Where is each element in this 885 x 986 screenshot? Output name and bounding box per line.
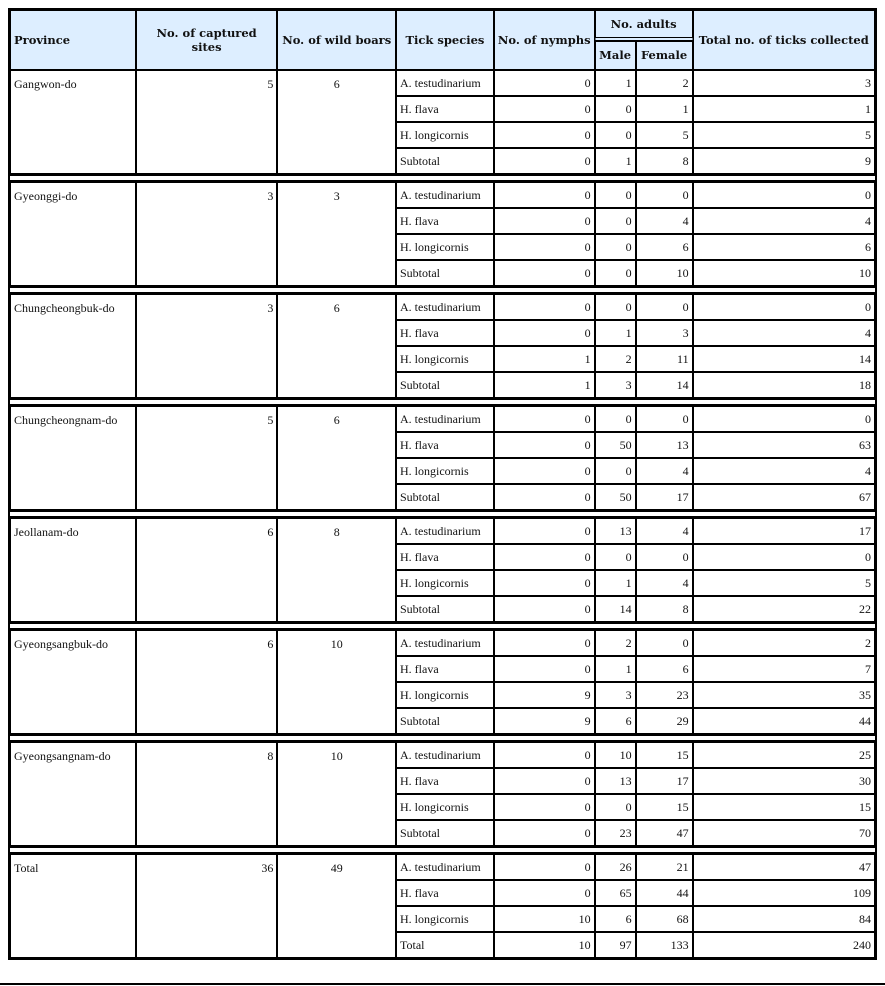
male-cell: 0	[595, 794, 636, 820]
separator-cell	[10, 846, 875, 854]
wild-boars-cell: 49	[277, 854, 396, 958]
female-cell: 0	[636, 182, 693, 208]
male-cell: 1	[595, 70, 636, 96]
nymphs-cell: 9	[494, 708, 595, 734]
header-nymphs: No. of nymphs	[494, 10, 595, 70]
tick-species-cell: H. flava	[396, 656, 494, 682]
total-cell: 6	[693, 234, 875, 260]
male-cell: 0	[595, 544, 636, 570]
wild-boars-cell: 3	[277, 182, 396, 286]
province-cell: Gyeongsangbuk-do	[10, 630, 136, 734]
group-separator	[10, 398, 875, 406]
tick-species-cell: H. longicornis	[396, 794, 494, 820]
header-male: Male	[595, 41, 636, 70]
male-cell: 2	[595, 346, 636, 372]
wild-boars-cell: 6	[277, 294, 396, 398]
tick-species-cell: A. testudinarium	[396, 70, 494, 96]
male-cell: 0	[595, 260, 636, 286]
female-cell: 17	[636, 484, 693, 510]
tick-species-cell: A. testudinarium	[396, 854, 494, 880]
tick-species-cell: H. flava	[396, 544, 494, 570]
group-separator	[10, 286, 875, 294]
total-cell: 4	[693, 458, 875, 484]
province-cell: Chungcheongbuk-do	[10, 294, 136, 398]
tick-species-cell: H. longicornis	[396, 122, 494, 148]
header-captured-sites: No. of captured sites	[136, 10, 278, 70]
tick-species-cell: H. flava	[396, 96, 494, 122]
male-cell: 1	[595, 570, 636, 596]
female-cell: 4	[636, 570, 693, 596]
female-cell: 13	[636, 432, 693, 458]
separator-cell	[10, 510, 875, 518]
tick-species-cell: H. flava	[396, 432, 494, 458]
province-cell: Jeollanam-do	[10, 518, 136, 622]
total-cell: 25	[693, 742, 875, 768]
female-cell: 6	[636, 234, 693, 260]
nymphs-cell: 0	[494, 70, 595, 96]
female-cell: 21	[636, 854, 693, 880]
female-cell: 6	[636, 656, 693, 682]
province-cell: Gangwon-do	[10, 70, 136, 174]
male-cell: 13	[595, 518, 636, 544]
captured-sites-cell: 3	[136, 182, 278, 286]
table-row	[10, 742, 875, 768]
female-cell: 8	[636, 148, 693, 174]
nymphs-cell: 0	[494, 570, 595, 596]
total-cell: 7	[693, 656, 875, 682]
group-separator	[10, 622, 875, 630]
male-cell: 1	[595, 656, 636, 682]
nymphs-cell: 0	[494, 854, 595, 880]
female-cell: 0	[636, 544, 693, 570]
total-cell: 14	[693, 346, 875, 372]
female-cell: 15	[636, 794, 693, 820]
female-cell: 2	[636, 70, 693, 96]
nymphs-cell: 0	[494, 656, 595, 682]
total-cell: 9	[693, 148, 875, 174]
total-cell: 67	[693, 484, 875, 510]
total-cell: 3	[693, 70, 875, 96]
header-female: Female	[636, 41, 693, 70]
total-cell: 0	[693, 544, 875, 570]
separator-cell	[10, 286, 875, 294]
header-adults: No. adults	[595, 10, 693, 41]
tick-species-cell: H. flava	[396, 768, 494, 794]
group-separator	[10, 510, 875, 518]
nymphs-cell: 0	[494, 432, 595, 458]
group-separator	[10, 174, 875, 182]
total-cell: 240	[693, 932, 875, 958]
total-cell: 4	[693, 208, 875, 234]
total-cell: 30	[693, 768, 875, 794]
female-cell: 11	[636, 346, 693, 372]
male-cell: 6	[595, 708, 636, 734]
nymphs-cell: 1	[494, 372, 595, 398]
total-cell: 70	[693, 820, 875, 846]
nymphs-cell: 0	[494, 320, 595, 346]
tick-species-cell: Total	[396, 932, 494, 958]
captured-sites-cell: 5	[136, 406, 278, 510]
province-cell: Gyeongsangnam-do	[10, 742, 136, 846]
tick-species-cell: H. flava	[396, 208, 494, 234]
total-cell: 63	[693, 432, 875, 458]
province-cell: Gyeonggi-do	[10, 182, 136, 286]
male-cell: 0	[595, 406, 636, 432]
tick-species-cell: H. longicornis	[396, 234, 494, 260]
male-cell: 0	[595, 294, 636, 320]
female-cell: 23	[636, 682, 693, 708]
table-body	[10, 70, 875, 958]
female-cell: 4	[636, 518, 693, 544]
tick-species-cell: H. longicornis	[396, 570, 494, 596]
total-cell: 0	[693, 182, 875, 208]
table-row	[10, 518, 875, 544]
nymphs-cell: 0	[494, 458, 595, 484]
female-cell: 14	[636, 372, 693, 398]
nymphs-cell: 0	[494, 596, 595, 622]
header-total: Total no. of ticks collected	[693, 10, 875, 70]
nymphs-cell: 1	[494, 346, 595, 372]
male-cell: 3	[595, 372, 636, 398]
male-cell: 0	[595, 208, 636, 234]
female-cell: 29	[636, 708, 693, 734]
tick-species-cell: A. testudinarium	[396, 182, 494, 208]
separator-cell	[10, 734, 875, 742]
nymphs-cell: 0	[494, 96, 595, 122]
female-cell: 10	[636, 260, 693, 286]
tick-species-cell: Subtotal	[396, 596, 494, 622]
nymphs-cell: 0	[494, 148, 595, 174]
male-cell: 0	[595, 458, 636, 484]
male-cell: 0	[595, 234, 636, 260]
male-cell: 50	[595, 432, 636, 458]
male-cell: 0	[595, 182, 636, 208]
total-cell: 10	[693, 260, 875, 286]
total-cell: 109	[693, 880, 875, 906]
captured-sites-cell: 6	[136, 518, 278, 622]
total-cell: 15	[693, 794, 875, 820]
total-cell: 1	[693, 96, 875, 122]
header-province: Province	[10, 10, 136, 70]
wild-boars-cell: 10	[277, 630, 396, 734]
total-cell: 44	[693, 708, 875, 734]
female-cell: 133	[636, 932, 693, 958]
wild-boars-cell: 6	[277, 406, 396, 510]
tick-species-cell: H. longicornis	[396, 458, 494, 484]
male-cell: 6	[595, 906, 636, 932]
female-cell: 17	[636, 768, 693, 794]
total-cell: 35	[693, 682, 875, 708]
female-cell: 3	[636, 320, 693, 346]
captured-sites-cell: 36	[136, 854, 278, 958]
total-cell: 47	[693, 854, 875, 880]
tick-species-cell: A. testudinarium	[396, 294, 494, 320]
tick-species-cell: Subtotal	[396, 708, 494, 734]
header-tick-species: Tick species	[396, 10, 494, 70]
female-cell: 8	[636, 596, 693, 622]
nymphs-cell: 0	[494, 630, 595, 656]
tick-species-cell: Subtotal	[396, 260, 494, 286]
female-cell: 47	[636, 820, 693, 846]
tick-species-cell: H. flava	[396, 320, 494, 346]
bottom-rule	[0, 983, 885, 985]
female-cell: 0	[636, 630, 693, 656]
female-cell: 5	[636, 122, 693, 148]
table-row	[10, 406, 875, 432]
total-cell: 5	[693, 570, 875, 596]
nymphs-cell: 0	[494, 294, 595, 320]
nymphs-cell: 0	[494, 260, 595, 286]
female-cell: 0	[636, 406, 693, 432]
nymphs-cell: 9	[494, 682, 595, 708]
total-cell: 4	[693, 320, 875, 346]
male-cell: 3	[595, 682, 636, 708]
nymphs-cell: 10	[494, 932, 595, 958]
group-separator	[10, 846, 875, 854]
nymphs-cell: 0	[494, 182, 595, 208]
nymphs-cell: 0	[494, 794, 595, 820]
male-cell: 13	[595, 768, 636, 794]
table-row	[10, 630, 875, 656]
nymphs-cell: 0	[494, 208, 595, 234]
wild-boars-cell: 8	[277, 518, 396, 622]
province-cell: Chungcheongnam-do	[10, 406, 136, 510]
tick-species-cell: A. testudinarium	[396, 630, 494, 656]
tick-species-cell: Subtotal	[396, 484, 494, 510]
nymphs-cell: 0	[494, 234, 595, 260]
male-cell: 65	[595, 880, 636, 906]
total-cell: 0	[693, 294, 875, 320]
wild-boars-cell: 6	[277, 70, 396, 174]
female-cell: 15	[636, 742, 693, 768]
male-cell: 2	[595, 630, 636, 656]
male-cell: 50	[595, 484, 636, 510]
separator-cell	[10, 398, 875, 406]
male-cell: 26	[595, 854, 636, 880]
tick-collection-table	[8, 8, 877, 960]
female-cell: 0	[636, 294, 693, 320]
table-row	[10, 182, 875, 208]
total-cell: 2	[693, 630, 875, 656]
nymphs-cell: 0	[494, 544, 595, 570]
nymphs-cell: 0	[494, 518, 595, 544]
total-cell: 84	[693, 906, 875, 932]
separator-cell	[10, 622, 875, 630]
nymphs-cell: 0	[494, 880, 595, 906]
wild-boars-cell: 10	[277, 742, 396, 846]
male-cell: 23	[595, 820, 636, 846]
male-cell: 1	[595, 148, 636, 174]
tick-species-cell: A. testudinarium	[396, 406, 494, 432]
tick-species-cell: Subtotal	[396, 372, 494, 398]
captured-sites-cell: 6	[136, 630, 278, 734]
male-cell: 14	[595, 596, 636, 622]
female-cell: 68	[636, 906, 693, 932]
male-cell: 0	[595, 122, 636, 148]
table-row	[10, 854, 875, 880]
captured-sites-cell: 5	[136, 70, 278, 174]
captured-sites-cell: 8	[136, 742, 278, 846]
female-cell: 44	[636, 880, 693, 906]
total-cell: 18	[693, 372, 875, 398]
nymphs-cell: 0	[494, 406, 595, 432]
total-cell: 5	[693, 122, 875, 148]
nymphs-cell: 0	[494, 484, 595, 510]
male-cell: 0	[595, 96, 636, 122]
female-cell: 1	[636, 96, 693, 122]
group-separator	[10, 734, 875, 742]
nymphs-cell: 0	[494, 122, 595, 148]
tick-species-cell: H. longicornis	[396, 682, 494, 708]
tick-species-cell: Subtotal	[396, 148, 494, 174]
table-row	[10, 294, 875, 320]
tick-species-cell: A. testudinarium	[396, 518, 494, 544]
male-cell: 10	[595, 742, 636, 768]
nymphs-cell: 0	[494, 742, 595, 768]
tick-species-cell: H. flava	[396, 880, 494, 906]
total-cell: 0	[693, 406, 875, 432]
tick-species-cell: A. testudinarium	[396, 742, 494, 768]
total-cell: 22	[693, 596, 875, 622]
tick-species-cell: Subtotal	[396, 820, 494, 846]
tick-species-cell: H. longicornis	[396, 346, 494, 372]
header-wild-boars: No. of wild boars	[277, 10, 396, 70]
male-cell: 97	[595, 932, 636, 958]
province-cell: Total	[10, 854, 136, 958]
nymphs-cell: 0	[494, 768, 595, 794]
female-cell: 4	[636, 458, 693, 484]
captured-sites-cell: 3	[136, 294, 278, 398]
female-cell: 4	[636, 208, 693, 234]
nymphs-cell: 0	[494, 820, 595, 846]
male-cell: 1	[595, 320, 636, 346]
tick-species-cell: H. longicornis	[396, 906, 494, 932]
table-row	[10, 70, 875, 96]
nymphs-cell: 10	[494, 906, 595, 932]
total-cell: 17	[693, 518, 875, 544]
separator-cell	[10, 174, 875, 182]
